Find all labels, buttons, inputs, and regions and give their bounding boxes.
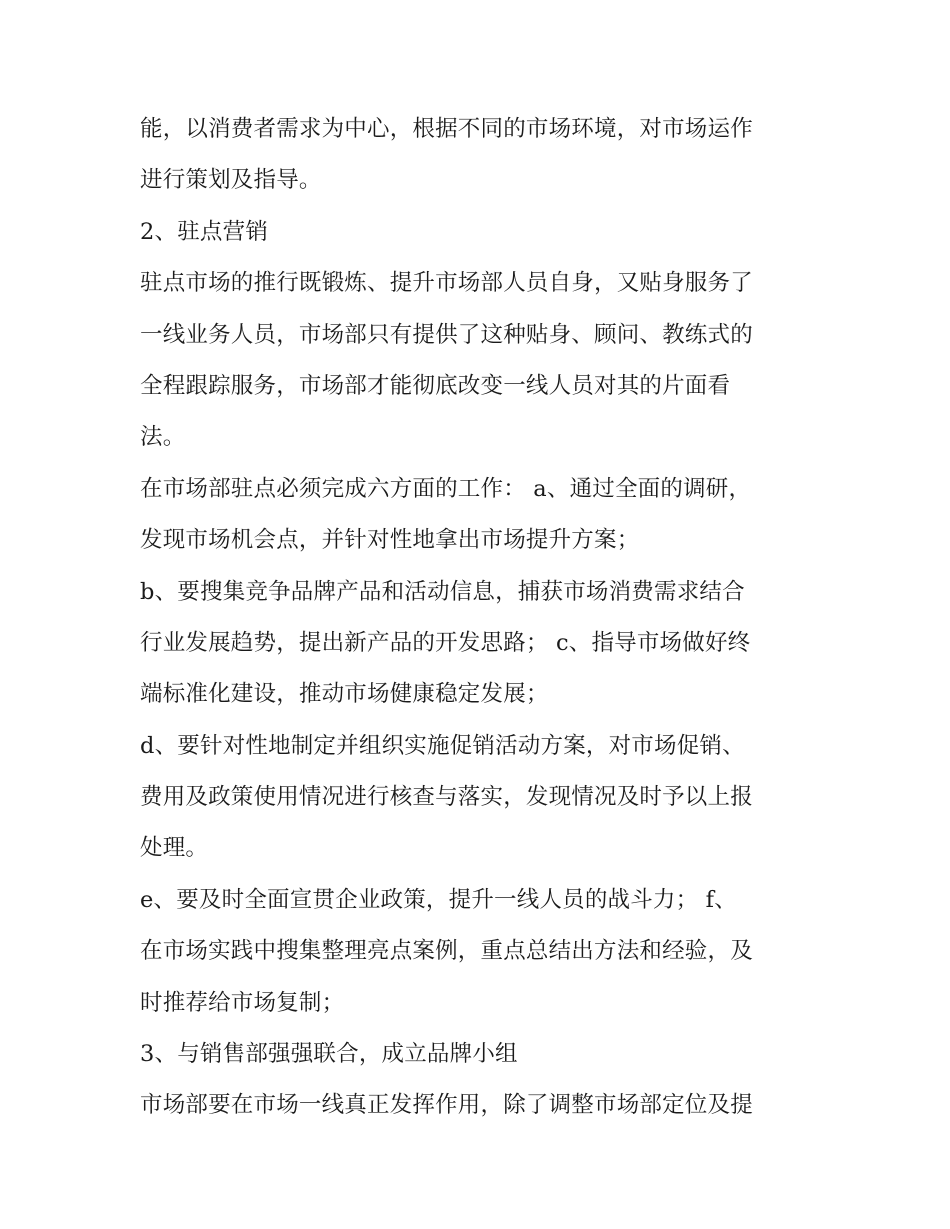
document-body — [140, 104, 820, 1132]
text-line: 一线业务人员，市场部只有提供了这种贴身、顾问、教练式的 — [140, 321, 753, 348]
text-line: 市场部要在市场一线真正发挥作用，除了调整市场部定位及提 — [140, 1092, 753, 1119]
text-line: 行业发展趋势，提出新产品的开发思路； c、指导市场做好终 — [140, 629, 751, 656]
text-line: 发现市场机会点，并针对性地拿出市场提升方案； — [140, 527, 640, 554]
text-line: 驻点市场的推行既锻炼、提升市场部人员自身，又贴身服务了 — [140, 270, 753, 297]
text-line: 端标准化建设，推动市场健康稳定发展； — [140, 681, 549, 708]
text-line: 费用及政策使用情况进行核查与落实，发现情况及时予以上报 — [140, 784, 753, 811]
text-line: 法。 — [140, 424, 186, 451]
text-line: 在市场实践中搜集整理亮点案例，重点总结出方法和经验，及 — [140, 938, 753, 965]
text-line: 在市场部驻点必须完成六方面的工作： a、通过全面的调研， — [140, 475, 752, 502]
text-line: e、要及时全面宣贯企业政策，提升一线人员的战斗力； f、 — [140, 886, 737, 913]
text-line: b、要搜集竞争品牌产品和活动信息，捕获市场消费需求结合 — [140, 578, 745, 605]
text-line: 进行策划及指导。 — [140, 167, 322, 194]
section-heading: 3、与销售部强强联合，成立品牌小组 — [140, 1041, 518, 1068]
text-line: 处理。 — [140, 835, 209, 862]
text-line: 时推荐给市场复制； — [140, 989, 345, 1016]
text-line: 能，以消费者需求为中心，根据不同的市场环境，对市场运作 — [140, 116, 753, 142]
text-line: 全程跟踪服务，市场部才能彻底改变一线人员对其的片面看 — [140, 372, 731, 399]
text-line: d、要针对性地制定并组织实施促销活动方案，对市场促销、 — [140, 732, 745, 759]
section-heading: 2、驻点营销 — [140, 218, 269, 245]
